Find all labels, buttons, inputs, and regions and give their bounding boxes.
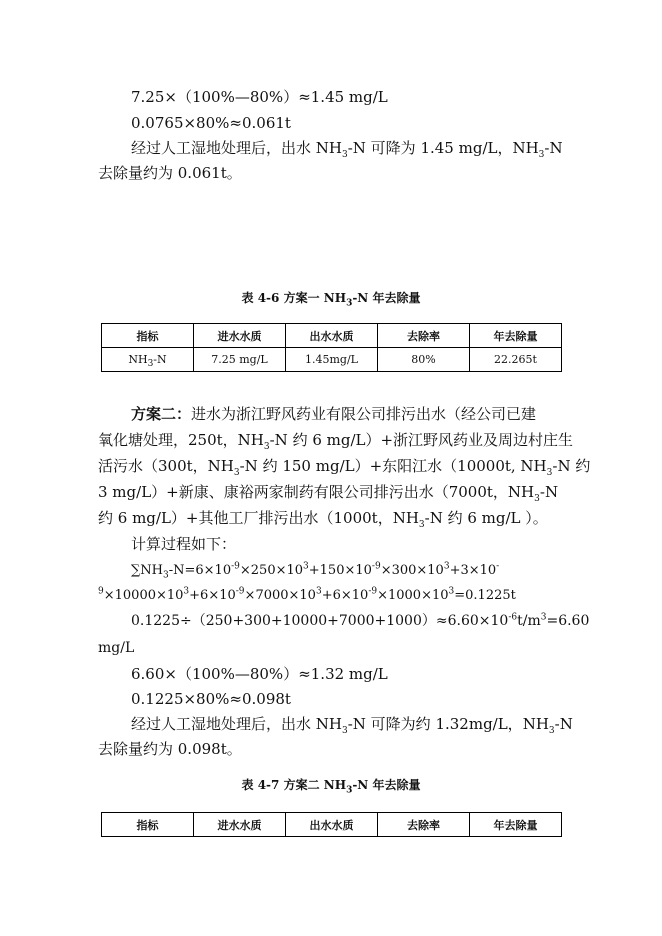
scheme2-result-2: 去除量约为 0.098t。 — [98, 740, 242, 758]
formula-line-3: $0.1225\div(250+300+10000+7000+1000)\approx 6.60\times 10^{-6}t/m^3=6.60$ — [131, 612, 590, 629]
table-4-7-caption: 表 4-7 方案二 $NH_3-N$ 年去除量 — [241, 778, 421, 796]
formula-line-2: $^9\times 10000\times 10^3+6\times 10^{-9}\times 7000\times 10^3+6\times 10^{-9}\times 1000\times 10^3=0.1225t$ — [98, 586, 516, 603]
calc-label: 计算过程如下： — [131, 535, 237, 553]
header-cell: 年去除量 — [470, 324, 562, 348]
table-cell: 7.25 mg/L — [194, 348, 286, 372]
result-line-2: 去除量约为 0.061t。 — [98, 164, 242, 182]
formula-line-4: mg/L — [98, 640, 135, 656]
table-cell: $NH_3-N$ — [102, 348, 194, 372]
table-cell: 1.45mg/L — [286, 348, 378, 372]
header-cell: 去除率 — [378, 813, 470, 837]
formula-line-6: 0.1225×80%≈0.098t — [131, 690, 291, 708]
header-cell: 去除率 — [378, 324, 470, 348]
header-cell: 年去除量 — [470, 813, 562, 837]
header-cell: 出水水质 — [286, 324, 378, 348]
header-cell: 指标 — [102, 813, 194, 837]
table-cell: 80% — [378, 348, 470, 372]
formula-line-1: $\sum NH_3-N=6\times 10^{-9}\times 250\times 10^3+150\times 10^{-9}\times 300\times 10^3+3\times 10^-$ — [131, 561, 500, 581]
table-header-row — [102, 813, 562, 837]
header-cell: 指标 — [102, 324, 194, 348]
scheme2-line-5: 约 6 mg/L）+其他工厂排污出水（1000t，$NH_3-N$ 约 6 mg/L ）。 — [98, 509, 548, 530]
calc-line-1: 7.25×（100%—80%）≈1.45 mg/L — [131, 88, 388, 106]
table-header-row — [102, 324, 562, 348]
header-cell: 出水水质 — [286, 813, 378, 837]
table-row — [102, 348, 562, 372]
scheme2-line-2: 氧化塘处理，250t，$NH_3-N$ 约 6 mg/L）+浙江野风药业及周边村庄生 — [98, 431, 574, 452]
scheme2-line-3: 活污水（300t，$NH_3-N$ 约 150 mg/L）+东阳江水（10000t, $NH_3-N$ 约 — [98, 457, 591, 478]
header-cell: 进水水质 — [194, 324, 286, 348]
scheme2-line-1: 方案二：进水为浙江野风药业有限公司排污出水（经公司已建 — [131, 405, 537, 423]
table-4-6-caption: 表 4-6 方案一 $NH_3-N$ 年去除量 — [241, 291, 421, 309]
scheme2-result-1: 经过人工湿地处理后，出水 $NH_3-N$ 可降为约 1.32mg/L，$NH_3-N$ — [131, 715, 573, 736]
table-4-7 — [101, 812, 562, 837]
table-cell: 22.265t — [470, 348, 562, 372]
formula-line-5: 6.60×（100%—80%）≈1.32 mg/L — [131, 665, 388, 683]
calc-line-2: 0.0765×80%≈0.061t — [131, 114, 291, 132]
table-4-6 — [101, 323, 562, 372]
header-cell: 进水水质 — [194, 813, 286, 837]
scheme2-line-4: 3 mg/L）+新康、康裕两家制药有限公司排污出水（7000t，$NH_3-N$ — [98, 483, 559, 504]
result-line-1: 经过人工湿地处理后，出水 $NH_3-N$ 可降为 1.45 mg/L，$NH_3-N$ — [131, 139, 563, 160]
